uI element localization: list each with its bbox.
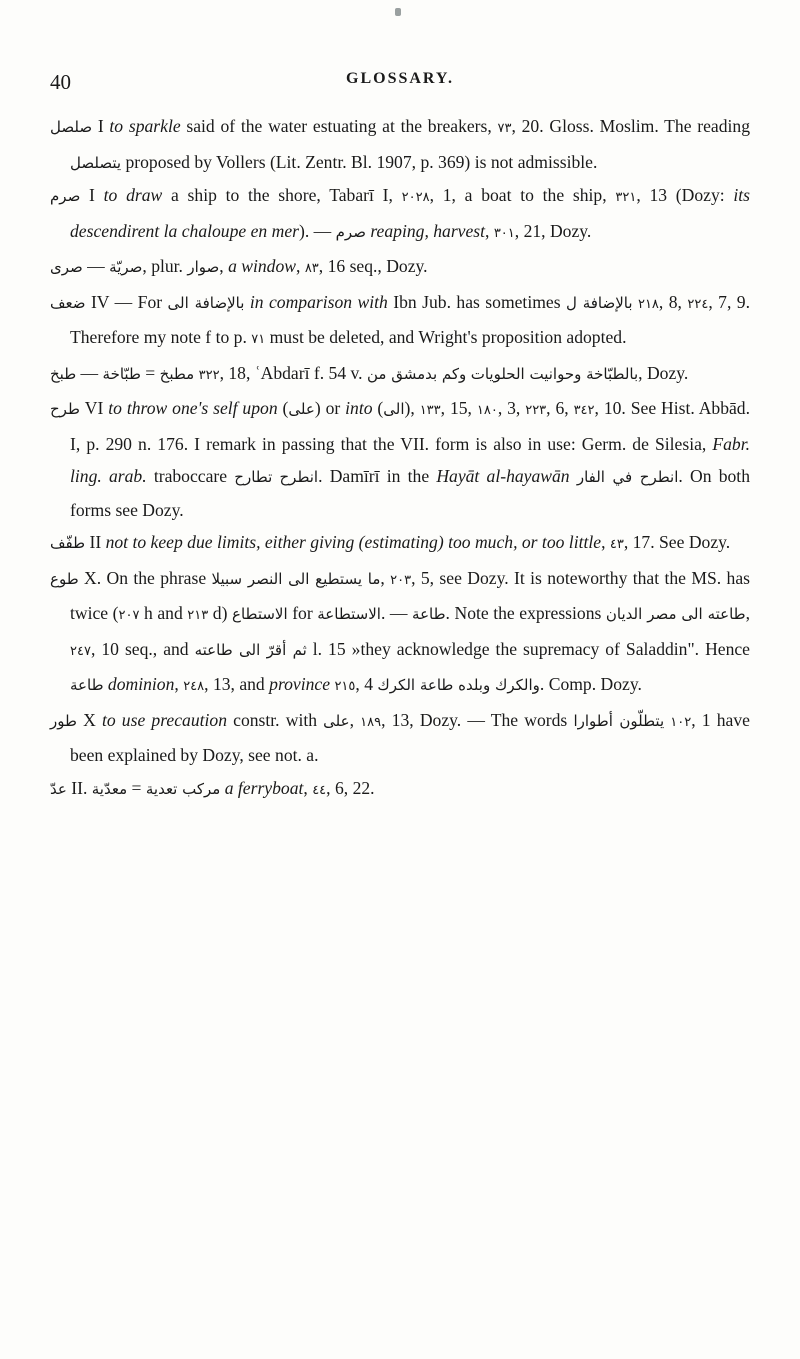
glossary-body — [50, 110, 750, 807]
meaning: to throw one's self upon — [108, 398, 278, 418]
meaning: reaping, harvest — [370, 220, 486, 241]
arabic-term: طاعة — [70, 676, 104, 694]
page-ref: ٢١٥ — [334, 679, 356, 694]
page-number: 40 — [50, 70, 71, 94]
arabic-term: طبّاخة — [102, 364, 141, 383]
page-ref: ١٨٠ — [476, 403, 498, 418]
entry-daaf: ضعف IV — For بالإضافة الى in comparison with Ibn Jub. has sometimes بالإضافة ل ٢١٨, 8, ٢٢٤, 7, 9. Therefore my note f to p. ٧١ must be deleted, and Wright's proposition adopted. — [50, 291, 751, 347]
entry-sariy: صرى — صريّة, plur. صوار, a window, ٨٣, 16 seq., Dozy. — [50, 256, 428, 276]
headword: طور — [50, 711, 77, 730]
arabic-quote: طاعته الى مصر الديان — [605, 605, 746, 623]
arabic-term: بالإضافة ل — [566, 293, 633, 312]
meaning: to use precaution — [101, 709, 227, 730]
entry-tawr: طور X to use precaution constr. with على, ١٨٩, 13, Dozy. — The words يتطلّون أطوارا ١٠٢, 1 have been explained by Dozy, see not. a. — [50, 709, 750, 765]
entry-sarm: صرم I to draw a ship to the shore, Tabarī I, ٢٠٢٨, 1, a boat to the ship, ٣٢١, 13 (Dozy: its descendirent la chaloupe en mer). — صرم reaping, harvest, ٣٠١, 21, Dozy. — [50, 185, 751, 241]
scan-mark — [395, 8, 401, 16]
headword: طرح — [50, 400, 80, 418]
headword: صلصل — [50, 118, 93, 136]
arabic-term: الاستطاع — [232, 605, 288, 623]
arabic-term: طاعة — [412, 605, 446, 623]
page-ref: ٢٤٨ — [183, 679, 205, 694]
arabic-quote: انطرح في الفار — [576, 468, 679, 486]
page-ref: ٣٠١ — [493, 225, 515, 241]
headword: طوع — [50, 569, 79, 588]
page-ref: ٧٣ — [497, 121, 512, 136]
page-ref: ٤٣ — [609, 537, 624, 552]
arabic-term: انطرح — [279, 468, 319, 486]
headword: صرى — [50, 258, 83, 276]
page-ref: ٢٠٢٨ — [401, 190, 430, 205]
running-head: GLOSSARY. — [346, 70, 454, 87]
headword: عدّ — [50, 779, 67, 798]
page-ref: ٧١ — [251, 332, 266, 347]
page-ref: ٢٠٣ — [390, 572, 412, 588]
arabic-quote: بالطبّاخة وحوانيت الحلويات — [470, 364, 639, 383]
quote: its descendirent la chaloupe en mer — [70, 185, 751, 241]
entry-taff: طفّف II not to keep due limits, either giving (estimating) too much, or too little, ٤٣, 17. See Dozy. — [50, 532, 731, 552]
headword: طبخ — [50, 364, 77, 383]
page-ref: ٣٢٢ — [198, 367, 220, 383]
headword: صرم — [50, 187, 81, 205]
page-ref: ٣٢١ — [615, 190, 637, 205]
arabic-term: مطبخ — [159, 364, 195, 383]
meaning: a ferryboat — [224, 777, 304, 798]
entry-tawa: طوع X. On the phrase ما يستطيع الى النصر سبيلا, ٢٠٣, 5, see Dozy. It is noteworthy that the MS. has twice (٢٠٧ h and ٢١٣ d) الاستطاع for الاستطاعة. — طاعة. Note the expressions طاعته الى مصر الديان, ٢٤٧, 10 seq., and ثم أقرّ الى طاعته l. 15 »they acknowledge the supremacy of Saladdin". Hence طاعة dominion, ٢٤٨, 13, and province ٢١٥, 4 والكرك وبلده طاعة الكرك. Comp. Dozy. — [50, 567, 751, 694]
meaning: into — [345, 398, 373, 418]
page-header — [50, 70, 750, 95]
arabic-term: تطارح — [234, 468, 273, 486]
meaning: dominion — [107, 674, 175, 694]
arabic-quote: ثم أقرّ الى طاعته — [194, 640, 307, 659]
page-ref: ٢٠٧ — [118, 608, 140, 623]
arabic-quote: ما يستطيع الى النصر سبيلا — [211, 569, 381, 588]
page-ref: ٢٢٣ — [525, 403, 547, 418]
page-ref: ١٨٩ — [360, 714, 382, 730]
arabic-term: مركب تعدية — [145, 779, 221, 798]
arabic-quote: والكرك وبلده طاعة الكرك — [377, 676, 540, 694]
arabic-quote: وكم بدمشق من — [366, 364, 467, 383]
headword: طفّف — [50, 534, 86, 552]
headword: ضعف — [50, 293, 86, 312]
arabic-term: على — [323, 711, 350, 730]
arabic-term: بالإضافة الى — [167, 293, 245, 312]
arabic-quote: يتطلّون أطوارا — [573, 711, 665, 730]
meaning: in comparison with — [249, 291, 388, 312]
arabic-term: صوار — [187, 258, 220, 276]
page-ref: ٣٤٢ — [573, 403, 595, 418]
entry-adda: عدّ II. معدّية = مركب تعدية a ferryboat, ٤٤, 6, 22. — [50, 777, 375, 798]
page-ref: ٤٤ — [312, 782, 327, 798]
page-ref: ٢١٨ — [637, 296, 659, 312]
meaning: to draw — [103, 185, 163, 205]
page-ref: ٢٤٧ — [70, 643, 91, 659]
arabic-term: صرم — [335, 222, 366, 241]
page-ref: ١٣٣ — [419, 403, 441, 418]
page-ref: ٢٢٤ — [687, 296, 709, 312]
arabic-term: على — [288, 400, 315, 418]
entry-tarah: طرح VI to throw one's self upon (على) or into (الى), ١٣٣, 15, ١٨٠, 3, ٢٢٣, 6, ٣٤٢, 10. See Hist. Abbād. I, p. 290 n. 176. I remark in passing that the VII. form is also in use: Germ. de Silesia, Fabr. ling. arab. traboccare تطارح انطرح. Damīrī in the Hayāt al-hayawān انطرح في الفار. On both forms see Dozy. — [50, 398, 750, 520]
entry-sulsul: صلصل I to sparkle said of the water estuating at the breakers, ٧٣, 20. Gloss. Moslim. The reading يتصلصل proposed by Vollers (Lit. Zentr. Bl. 1907, p. 369) is not admissible. — [50, 116, 750, 172]
meaning: not to keep due limits, either giving (estimating) too much, or too little — [105, 532, 602, 552]
book-title: Hayāt al-hayawān — [436, 466, 570, 486]
meaning: a window — [228, 256, 297, 276]
entry-tabkh: طبخ — طبّاخة = مطبخ ٣٢٢, 18, ʿAbdarī f. 54 v. وكم بدمشق من بالطبّاخة وحوانيت الحلويات, Dozy. — [50, 362, 689, 383]
arabic-term: الاستطاعة — [317, 605, 381, 623]
arabic-term: معدّية — [91, 779, 128, 798]
meaning: to sparkle — [109, 116, 181, 136]
meaning: province — [269, 674, 331, 694]
book-title: Fabr. ling. arab. — [70, 433, 750, 486]
page-ref: ٨٣ — [304, 261, 319, 276]
arabic-term: يتصلصل — [70, 153, 122, 172]
arabic-term: الى — [383, 400, 405, 418]
arabic-term: صريّة — [109, 258, 143, 276]
page-ref: ١٠٢ — [670, 714, 692, 730]
page-ref: ٢١٣ — [187, 608, 209, 623]
